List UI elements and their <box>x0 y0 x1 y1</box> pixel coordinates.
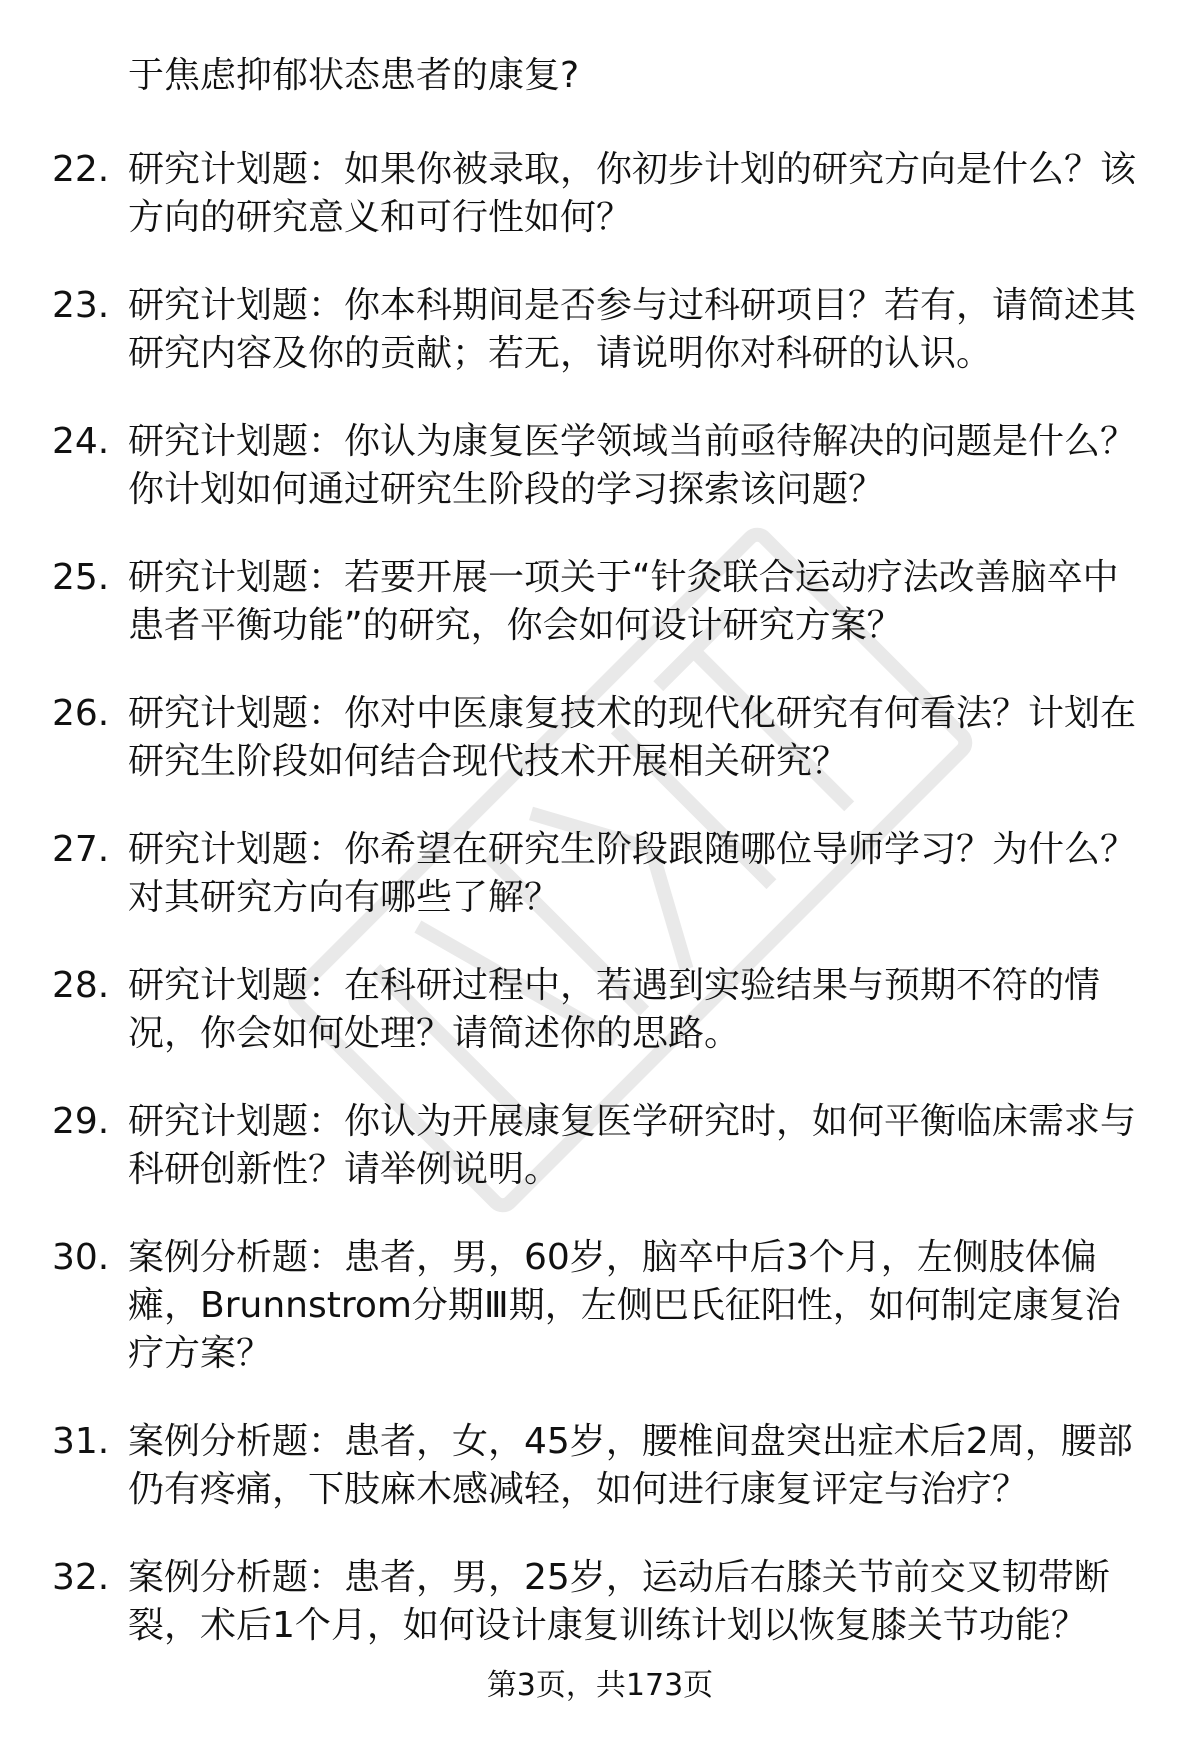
list-item <box>52 690 1152 786</box>
question-number: 32. <box>52 1557 110 1598</box>
list-item <box>52 146 1152 242</box>
question-text: 研究计划题：若要开展一项关于“针灸联合运动疗法改善脑卒中患者平衡功能”的研究，你会如何设计研究方案？ <box>128 557 1119 646</box>
list-item <box>52 962 1152 1058</box>
question-text: 研究计划题：你希望在研究生阶段跟随哪位导师学习？为什么？对其研究方向有哪些了解？ <box>128 829 1137 918</box>
list-item <box>52 282 1152 378</box>
question-number: 25. <box>52 557 110 598</box>
question-text: 案例分析题：患者，男，60岁，脑卒中后3个月，左侧肢体偏瘫，Brunnstrom分期Ⅲ期，左侧巴氏征阳性，如何制定康复治疗方案？ <box>128 1237 1121 1374</box>
question-number: 28. <box>52 965 110 1006</box>
list-item <box>52 418 1152 514</box>
list-item <box>52 1234 1152 1378</box>
page-number-footer: 第3页，共173页 <box>486 1668 714 1703</box>
question-text: 研究计划题：你对中医康复技术的现代化研究有何看法？计划在研究生阶段如何结合现代技术开展相关研究？ <box>128 693 1137 782</box>
question-number: 31. <box>52 1421 110 1462</box>
question-number: 29. <box>52 1101 110 1142</box>
question-text: 研究计划题：你认为开展康复医学研究时，如何平衡临床需求与科研创新性？请举例说明。 <box>128 1101 1137 1190</box>
question-text: 研究计划题：如果你被录取，你初步计划的研究方向是什么？该方向的研究意义和可行性如何？ <box>128 149 1137 238</box>
question-list <box>52 52 1152 1690</box>
list-item <box>52 1554 1152 1650</box>
list-item <box>52 826 1152 922</box>
question-text: 案例分析题：患者，女，45岁，腰椎间盘突出症术后2周，腰部仍有疼痛，下肢麻木感减轻，如何进行康复评定与治疗？ <box>128 1421 1133 1510</box>
question-number: 30. <box>52 1237 110 1278</box>
question-number: 23. <box>52 285 110 326</box>
question-text: 研究计划题：在科研过程中，若遇到实验结果与预期不符的情况，你会如何处理？请简述你的思路。 <box>128 965 1101 1054</box>
question-number: 24. <box>52 421 110 462</box>
continued-question-text: 于焦虑抑郁状态患者的康复? <box>128 55 580 96</box>
question-text: 研究计划题：你本科期间是否参与过科研项目？若有，请简述其研究内容及你的贡献；若无，请说明你对科研的认识。 <box>128 285 1137 374</box>
question-number: 22. <box>52 149 110 190</box>
list-item <box>52 1098 1152 1194</box>
list-item <box>52 1418 1152 1514</box>
question-number: 27. <box>52 829 110 870</box>
question-number: 26. <box>52 693 110 734</box>
list-item <box>52 554 1152 650</box>
question-text: 研究计划题：你认为康复医学领域当前亟待解决的问题是什么？你计划如何通过研究生阶段的学习探索该问题？ <box>128 421 1137 510</box>
question-text: 案例分析题：患者，男，25岁，运动后右膝关节前交叉韧带断裂，术后1个月，如何设计康复训练计划以恢复膝关节功能？ <box>128 1557 1110 1646</box>
